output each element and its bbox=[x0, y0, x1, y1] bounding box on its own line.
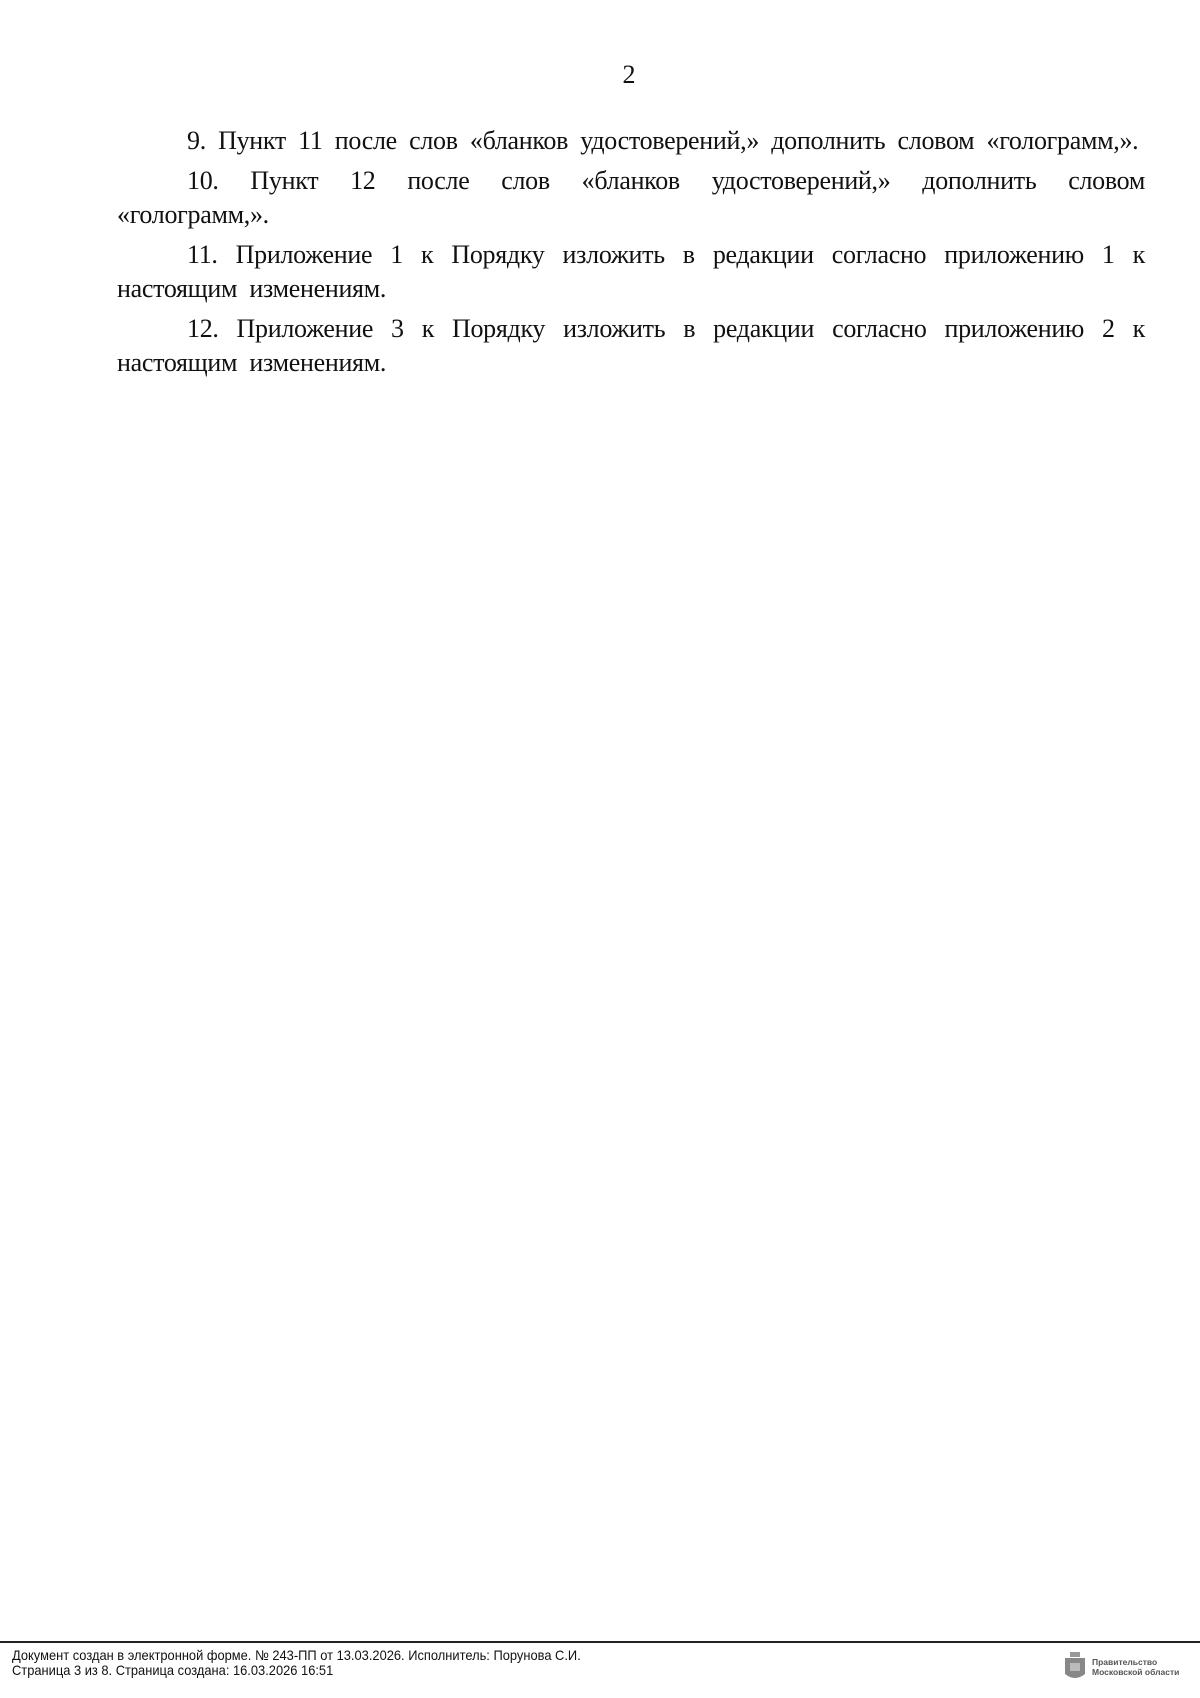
paragraph-9: 9. Пункт 11 после слов «бланков удостоверений,» дополнить словом «голограмм,». bbox=[187, 126, 1139, 155]
paragraph-12: 12. Приложение 3 к Порядку изложить в редакции согласно приложению 2 к настоящим изменениям. bbox=[117, 314, 1145, 377]
footer-line-document-info: Документ создан в электронной форме. № 243-ПП от 13.03.2026. Исполнитель: Порунова С.И. bbox=[12, 1647, 581, 1663]
logo-text-line1: Правительство bbox=[1092, 1657, 1158, 1667]
government-logo bbox=[1064, 1652, 1179, 1682]
paragraph-10: 10. Пункт 12 после слов «бланков удостоверений,» дополнить словом «голограмм,». bbox=[117, 166, 1145, 229]
coat-of-arms-icon bbox=[1064, 1652, 1086, 1682]
paragraph-11: 11. Приложение 1 к Порядку изложить в редакции согласно приложению 1 к настоящим изменениям. bbox=[117, 240, 1145, 303]
footer-divider bbox=[0, 1641, 1200, 1643]
document-body bbox=[117, 124, 1145, 386]
logo-text-line2: Московской области bbox=[1092, 1667, 1180, 1677]
page-number: 2 bbox=[622, 60, 636, 89]
footer bbox=[12, 1648, 581, 1678]
footer-line-page-info: Страница 3 из 8. Страница создана: 16.03.2026 16:51 bbox=[12, 1662, 334, 1678]
